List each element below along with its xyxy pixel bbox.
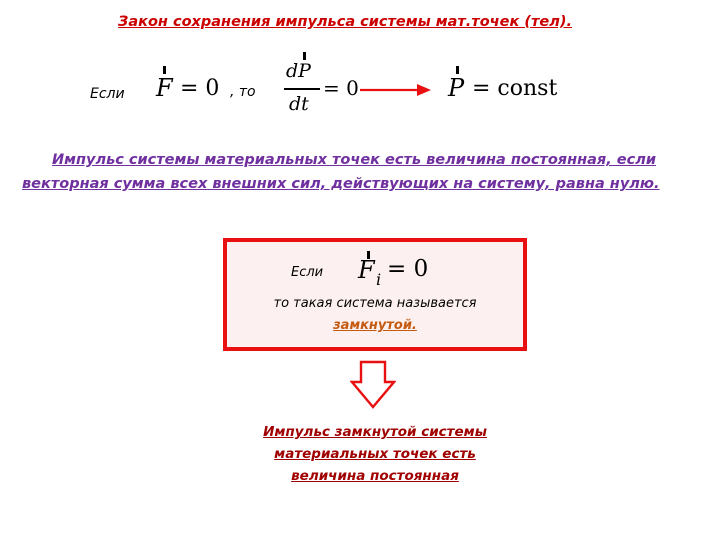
statement-line-1: Импульс системы материальных точек есть величина постоянная, если <box>52 152 657 168</box>
down-arrow-icon <box>350 360 396 410</box>
page-title: Закон сохранения импульса системы мат.точек (тел). <box>118 14 572 30</box>
closed-system-box <box>223 238 527 351</box>
box-if-label: Если <box>291 265 324 280</box>
momentum-const: = const <box>472 76 558 101</box>
force-symbol: F <box>156 74 173 102</box>
then-label: , то <box>230 84 256 100</box>
derivative-numerator: dP <box>286 60 311 82</box>
internal-force-equals-zero: = 0 <box>387 256 429 282</box>
derivative-denominator: dt <box>289 93 309 115</box>
fraction-line <box>284 88 320 90</box>
force-equals-zero: = 0 <box>180 76 220 101</box>
closed-term: замкнутой. <box>333 318 417 333</box>
derivative-equals-zero: = 0 <box>323 76 359 100</box>
internal-force-subscript: i <box>376 270 382 289</box>
box-text: то такая система называется <box>273 296 477 311</box>
if-label: Если <box>90 86 125 102</box>
implication-arrow <box>360 82 432 98</box>
statement-line-2: векторная сумма всех внешних сил, действующих на систему, равна нулю. <box>22 176 660 192</box>
vector-mark-f <box>163 66 166 74</box>
conclusion-text <box>230 421 520 487</box>
conclusion-line-1: Импульс замкнутой системы <box>263 424 487 440</box>
momentum-symbol: P <box>448 74 465 102</box>
conclusion-line-3: величина постоянная <box>291 468 459 484</box>
statement-paragraph <box>22 148 698 196</box>
conclusion-line-2: материальных точек есть <box>274 446 476 462</box>
vector-mark-p <box>456 66 459 74</box>
vector-mark-dp <box>303 52 306 60</box>
internal-force-symbol: F <box>358 256 375 284</box>
